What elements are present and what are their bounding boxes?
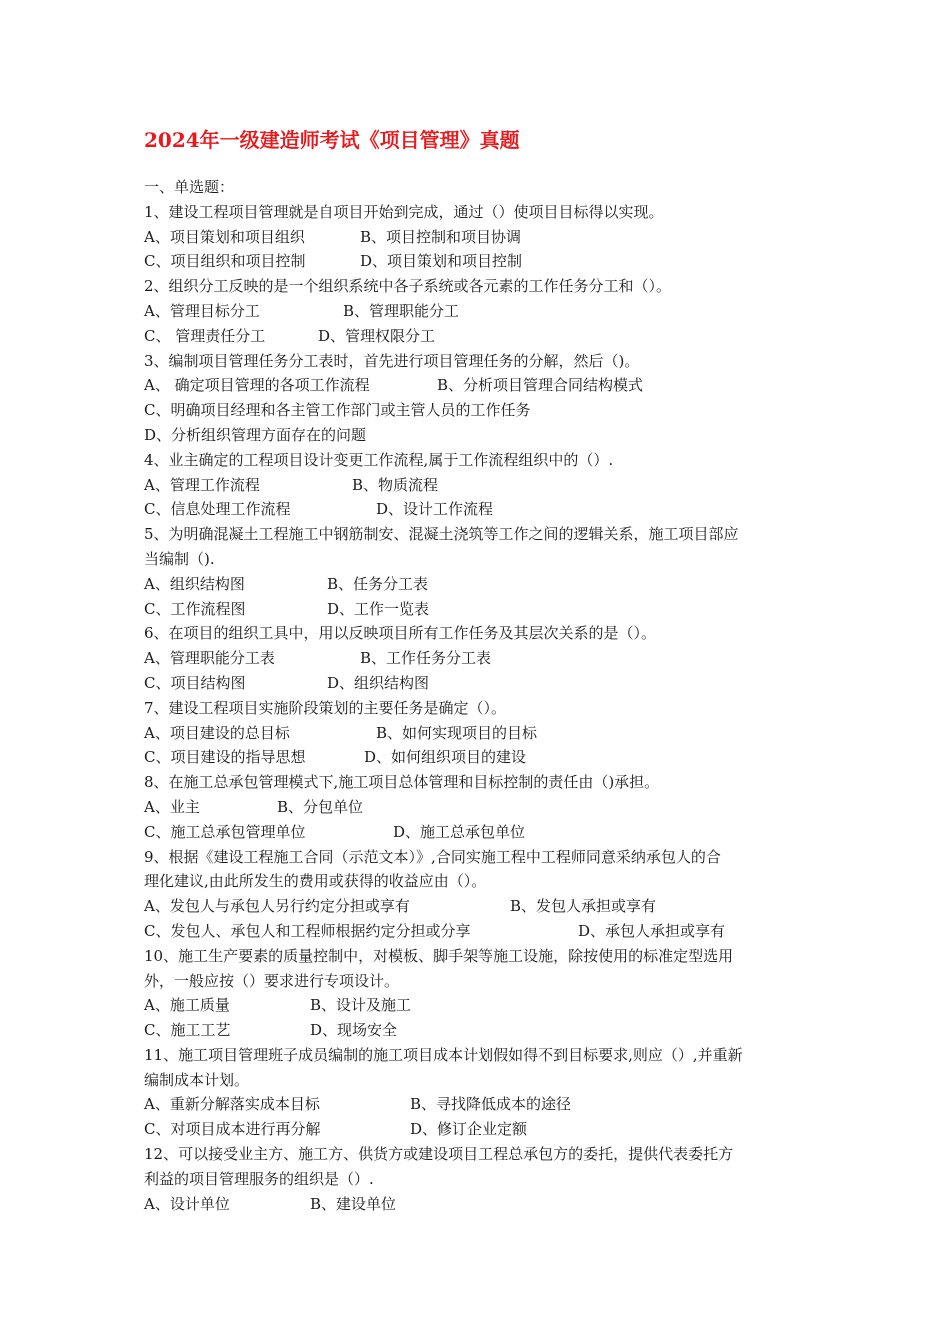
option-b-text: D、施工总承包单位	[393, 822, 526, 841]
question-line	[144, 696, 814, 721]
option-row	[144, 795, 814, 820]
line-text: A、管理工作流程	[144, 475, 260, 494]
line-text: A、项目策划和项目组织	[144, 227, 305, 246]
option-row	[144, 473, 814, 498]
line-text: A、组织结构图	[144, 574, 245, 593]
option-b-text: B、分包单位	[277, 797, 364, 816]
option-row	[144, 225, 814, 250]
line-text: C、施工工艺	[144, 1021, 231, 1040]
question-line	[144, 349, 814, 374]
line-text: 7、建设工程项目实施阶段策划的主要任务是确定（）。	[144, 698, 507, 717]
option-b-text: D、承包人承担或享有	[578, 921, 726, 940]
line-text: 4、业主确定的工程项目设计变更工作流程,属于工作流程组织中的（）.	[144, 450, 614, 469]
option-row	[144, 745, 814, 770]
line-text: C、施工总承包管理单位	[144, 822, 306, 841]
question-line	[144, 845, 814, 870]
line-text: C、发包人、承包人和工程师根据约定分担或分享	[144, 921, 471, 940]
option-row	[144, 1192, 814, 1217]
option-b-text: B、管理职能分工	[343, 301, 460, 320]
line-text: A、 确定项目管理的各项工作流程	[144, 376, 370, 395]
question-line	[144, 770, 814, 795]
option-row	[144, 299, 814, 324]
question-line	[144, 274, 814, 299]
option-row	[144, 919, 814, 944]
line-text: 8、在施工总承包管理模式下,施工项目总体管理和目标控制的责任由（)承担。	[144, 773, 660, 792]
option-row	[144, 1018, 814, 1043]
option-row	[144, 1117, 814, 1142]
line-text: 2、组织分工反映的是一个组织系统中各子系统或各元素的工作任务分工和（）。	[144, 277, 672, 296]
option-b-text: D、如何组织项目的建设	[364, 748, 527, 767]
line-text: C、对项目成本进行再分解	[144, 1120, 321, 1139]
line-text: 12、可以接受业主方、施工方、供货方或建设项目工程总承包方的委托，提供代表委托方	[144, 1145, 734, 1164]
line-text: C、项目结构图	[144, 673, 246, 692]
option-b-text: B、分析项目管理合同结构模式	[437, 376, 644, 395]
line-text: A、发包人与承包人另行约定分担或享有	[144, 897, 410, 916]
question-list	[144, 175, 814, 1216]
line-text: 10、施工生产要素的质量控制中，对模板、脚手架等施工设施，除按使用的标准定型选用	[144, 946, 734, 965]
line-text: A、重新分解落实成本目标	[144, 1095, 320, 1114]
line-text: A、项目建设的总目标	[144, 723, 290, 742]
option-row	[144, 249, 814, 274]
line-text: 3、编制项目管理任务分工表时，首先进行项目管理任务的分解，然后（)。	[144, 351, 640, 370]
option-row	[144, 572, 814, 597]
line-text: C、 管理责任分工	[144, 326, 266, 345]
line-text: 6、在项目的组织工具中，用以反映项目所有工作任务及其层次关系的是（）。	[144, 624, 657, 643]
question-line	[144, 969, 814, 994]
option-b-text: D、组织结构图	[327, 673, 430, 692]
option-row	[144, 993, 814, 1018]
line-text: A、设计单位	[144, 1194, 230, 1213]
option-row	[144, 820, 814, 845]
question-line	[144, 944, 814, 969]
line-text: A、业主	[144, 797, 200, 816]
question-line	[144, 200, 814, 225]
question-line	[144, 398, 814, 423]
option-b-text: D、设计工作流程	[376, 500, 494, 519]
option-row	[144, 373, 814, 398]
option-b-text: B、建设单位	[310, 1194, 397, 1213]
option-row	[144, 1092, 814, 1117]
line-text: 利益的项目管理服务的组织是（）.	[144, 1169, 374, 1188]
line-text: A、施工质量	[144, 996, 230, 1015]
option-row	[144, 646, 814, 671]
option-b-text: D、工作一览表	[327, 599, 430, 618]
option-b-text: B、物质流程	[352, 475, 439, 494]
line-text: A、管理目标分工	[144, 301, 260, 320]
question-line	[144, 1142, 814, 1167]
question-line	[144, 1167, 814, 1192]
line-text: 理化建议,由此所发生的费用或获得的收益应由（）。	[144, 872, 487, 891]
line-text: C、工作流程图	[144, 599, 246, 618]
line-text: C、项目建设的指导思想	[144, 748, 306, 767]
question-line	[144, 1068, 814, 1093]
line-text: C、信息处理工作流程	[144, 500, 291, 519]
option-b-text: D、现场安全	[310, 1021, 398, 1040]
line-text: C、项目组织和项目控制	[144, 252, 306, 271]
question-line	[144, 1043, 814, 1068]
option-row	[144, 671, 814, 696]
line-text: 编制成本计划。	[144, 1070, 250, 1089]
question-line	[144, 448, 814, 473]
option-b-text: D、管理权限分工	[318, 326, 436, 345]
option-row	[144, 597, 814, 622]
line-text: A、管理职能分工表	[144, 649, 275, 668]
line-text: 11、施工项目管理班子成员编制的施工项目成本计划假如得不到目标要求,则应（）,并重新	[144, 1045, 743, 1064]
document-title: 2024年一级建造师考试《项目管理》真题	[144, 128, 520, 152]
option-row	[144, 721, 814, 746]
option-row	[144, 497, 814, 522]
option-row	[144, 324, 814, 349]
line-text: 当编制（).	[144, 549, 215, 568]
question-line	[144, 522, 814, 547]
option-b-text: D、修订企业定额	[410, 1120, 528, 1139]
option-b-text: B、任务分工表	[327, 574, 429, 593]
line-text: 外，一般应按（）要求进行专项设计。	[144, 971, 400, 990]
question-line	[144, 547, 814, 572]
line-text: 9、根据《建设工程施工合同（示范文本）》,合同实施工程中工程师同意采纳承包人的合	[144, 847, 721, 866]
question-line	[144, 423, 814, 448]
line-text: 5、为明确混凝土工程施工中钢筋制安、混凝土浇筑等工作之间的逻辑关系，施工项目部应	[144, 525, 739, 544]
line-text: 1、建设工程项目管理就是自项目开始到完成，通过（）使项目目标得以实现。	[144, 202, 664, 221]
option-row	[144, 894, 814, 919]
option-b-text: B、发包人承担或享有	[510, 897, 657, 916]
option-b-text: D、项目策划和项目控制	[360, 252, 523, 271]
option-b-text: B、设计及施工	[310, 996, 412, 1015]
line-text: C、明确项目经理和各主管工作部门或主管人员的工作任务	[144, 401, 531, 420]
section-heading: 一、单选题：	[144, 178, 235, 196]
option-b-text: B、工作任务分工表	[360, 649, 492, 668]
line-text: D、分析组织管理方面存在的问题	[144, 425, 367, 444]
question-line	[144, 621, 814, 646]
option-b-text: B、项目控制和项目协调	[360, 227, 522, 246]
option-b-text: B、如何实现项目的目标	[376, 723, 538, 742]
question-line	[144, 869, 814, 894]
option-b-text: B、寻找降低成本的途径	[410, 1095, 572, 1114]
